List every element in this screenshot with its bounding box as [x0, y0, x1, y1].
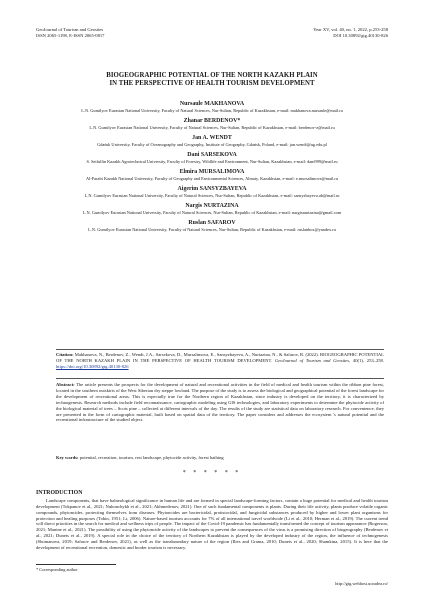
author-name: Ruslan SAFAROV: [188, 219, 236, 226]
journal-name: GeoJournal of Tourism and Geosites: [36, 27, 104, 32]
header-right: [208, 27, 388, 39]
keywords-text: potential, recreation, tourism, rest landscape, phytocide activity, forest bathing: [79, 455, 224, 460]
author-name: Jan A. WENDT: [192, 134, 232, 141]
journal-url[interactable]: http://gtg.webhost.uoradea.ro/: [335, 581, 388, 586]
author-name: Elmira MURSALIMOVA: [179, 168, 245, 175]
author-affiliation: Gdańsk University, Faculty of Oceanography and Geography, Institute of Geography, Gdańsk, Poland, e-mail: jan.wendt@ug.edu.pl: [97, 141, 327, 147]
author-entry: [36, 152, 388, 165]
abstract-text: The article presents the prospects for the development of natural and recreational activities in the field of medical and health tourism within the ribbon pine forest, located in the southern outskirts of the West Siberian dry steppe lowland. The purpose of the study is to assess the biological and geographical potential of the forest landscape for the development of recreational areas. This is especially true for the Northern region of Kazakhstan, since industry is developed on the territory, it is characterized by technogenesis. Research methods include field reconnaissance, cartographic modeling using GIS technologies, and laboratory experiments to determine the phytocide activity of the biological material of trees – Scots pine – collected at different intervals of the day. The results of the study are statistical data on laboratory research. For convenience, they are presented in the form of cartographic material, built based on spatial data of the territory. The paper considers and addresses the ecosystem 's natural potential and the recreational infrastructure of the studied object.: [56, 382, 384, 423]
introduction-text: Landscape components, that have balneological significance in human life and are formed in special landscape-forming factors, contain a huge potential for medical and health tourism development (Tokpanov et al., 2021; Nuhonchykh et al., 2021; Akhmedenov, 2021). One of such fundamental components is plants. During their life activity, plants produce volatile organic compounds, phytoncides, protecting themselves from diseases. Phytoncides are bactericidal, protistocidal, and fungicidal substances produced by higher and lower plant organisms for protection and healing purposes (Tokin, 1951; Li, 2006). Nature-based tourism accounts for 7% of all international travel worldwide (Li et al., 2010; Herman et al., 2019). The current trend will direct priorities in the search for medical and wellness trips of people. The impact of the Covid-19 pandemic has fundamentally transformed the concept of tourism appearance (Rogerson, 2021; Manine et al., 2021). The possibility of using the phytoncide activity of the landscapes to prevent the consequences of the virus is a promising direction of biogeography (Berdenov et al., 2021; Dunets et al., 2019). A special role in the choice of the territory of Northern Kazakhstan is played by the developed industry of the region, the influence of technogenesis (Shomanova, 2019; Safarov and Berdenov, 2021), as well as the transboundary nature of the region (Ilies and Grama, 2010; Dunets et al., 2020; Shamkina, 2015). It is here that the development of recreational recreation, domestic and border tourism is necessary.: [36, 498, 388, 550]
journal-volume: Year XV, vol. 40, no. 1, 2022, p.253-258: [313, 27, 388, 32]
author-entry: [36, 169, 388, 182]
citation-journal: GeoJournal of Tourism and Geosites: [274, 357, 350, 363]
abstract-block: [56, 382, 384, 423]
author-affiliation: L.N. Gumilyov Eurasian National University, Faculty of Natural Sciences, Nur-Sultan, Republic of Kazakhstan, e-mail: nargisnurtazina@gmail.com: [82, 209, 342, 215]
author-affiliation: L.N. Gumilyov Eurasian National University, Faculty of Natural Sciences, Nur-Sultan, Republic of Kazakhstan, e-mail: berdenov-z@mail.ru: [89, 124, 335, 130]
citation-block: [56, 352, 384, 370]
author-entry: [36, 203, 388, 216]
author-entry: [36, 135, 388, 148]
abstract-label: Abstract:: [56, 382, 75, 387]
footnote-divider: [36, 564, 116, 565]
author-name: Dani SARSEKOVA: [187, 151, 237, 158]
author-name: Aigerim SANSYZBAYEVA: [177, 185, 247, 192]
author-affiliation: L.N. Gumilyov Eurasian National University, Faculty of Natural Sciences, Nur-Sultan, Republic of Kazakhstan, e-mail: ruslanbox@yandex.ru: [88, 226, 336, 232]
author-affiliation: L.N. Gumilyov Eurasian National University, Faculty of Natural Sciences, Nur-Sultan, Republic of Kazakhstan, e-mail: sansyzbayeva.ab@mail.ru: [84, 192, 340, 198]
author-affiliation: L.N. Gumilyov Eurasian National University, Faculty of Natural Sciences, Nur-Sultan, Republic of Kazakhstan, e-mail: makhanova.nursaule@mail.ru: [81, 108, 343, 113]
title-line: IN THE PERSPECTIVE OF HEALTH TOURISM DEVELOPMENT: [109, 80, 315, 88]
citation-doi-link[interactable]: https://doi.org/10.30892/gtg.40130-826: [56, 363, 129, 369]
corresponding-author-note: * Corresponding author: [36, 567, 78, 572]
section-divider-stars: * * * * * *: [182, 470, 242, 476]
divider-line: [56, 378, 384, 379]
author-affiliation: Al-Farabi Kazakh National University, Faculty of Geography and Environmental Sciences, Almaty, Kazakhstan, e-mail: e.mursalimova@mail.ru: [85, 175, 339, 181]
author-name: Nargis NURTAZINA: [185, 202, 239, 209]
author-affiliation: S. Seifullin Kazakh Agrotechnical University, Faculty of Forestry, Wildlife and Environment, Nur-Sultan, Kazakhstan, e-mail: dani999@mail.ru: [86, 158, 338, 164]
citation-text: Makhanova, N., Berdenov, Z., Wendt, J.A., Sarsekova, D., Mursalimova, E., Sansyzbayeva, A., Nurtazina, N., & Safarov, R. (2022). BIOGEOGRAPHIC POTENTIAL OF THE NORTH KAZAKH PLAIN IN THE PERSPECTIVE OF HEALTH TOURISM DEVELOPMENT.: [56, 352, 384, 363]
header-left: [36, 27, 216, 39]
citation-label: Citation:: [56, 352, 74, 357]
journal-doi: DOI 10.30892/gtg.40130-826: [333, 33, 388, 38]
author-entry: [36, 118, 388, 131]
introduction-heading: INTRODUCTION: [36, 490, 83, 496]
author-entry: [36, 186, 388, 199]
divider-line: [56, 349, 384, 350]
author-entry: [36, 101, 388, 114]
journal-issn: ISSN 2065-1198, E-ISSN 2065-0817: [36, 33, 105, 38]
title-line: BIOGEOGRAPHIC POTENTIAL OF THE NORTH KAZAKH PLAIN: [106, 72, 318, 79]
author-list: [36, 101, 388, 237]
article-title: [36, 72, 388, 89]
citation-pages: , 40(1), 253–258.: [349, 357, 384, 363]
keywords-block: [56, 455, 384, 461]
keywords-label: Key words:: [56, 455, 79, 460]
author-name: Nursaule MAKHANOVA: [179, 101, 245, 107]
author-name: Zhanar BERDENOV*: [183, 117, 241, 124]
author-entry: [36, 220, 388, 233]
